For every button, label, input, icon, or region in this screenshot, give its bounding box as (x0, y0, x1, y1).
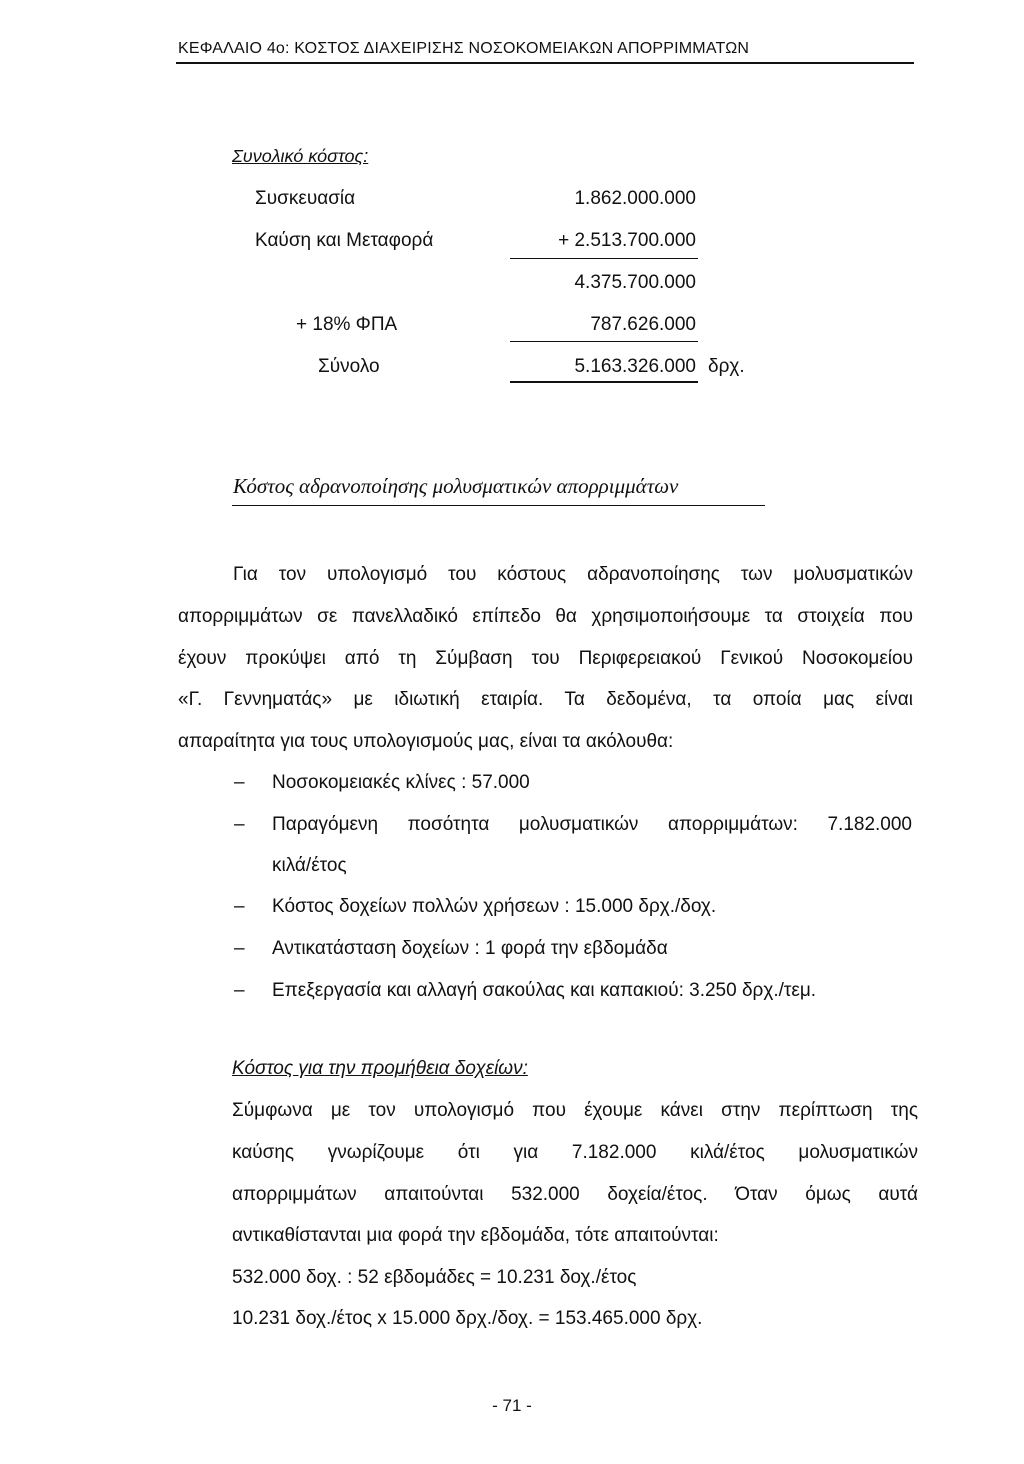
row-value-packaging: 1.862.000.000 (574, 188, 696, 209)
container-line-5: 532.000 δοχ. : 52 εβδομάδες = 10.231 δοχ./έτος (232, 1267, 637, 1288)
list-item-quantity-unit: κιλά/έτος (272, 855, 347, 876)
row-label-packaging: Συσκευασία (255, 188, 356, 209)
container-line-4: αντικαθίστανται μια φορά την εβδομάδα, τότε απαιτούνται: (232, 1225, 719, 1246)
intro-line-2: απορριμμάτων σε πανελλαδικό επίπεδο θα χρησιμοποιήσουμε τα στοιχεία που (178, 606, 913, 627)
row-label-vat: + 18% ΦΠΑ (296, 314, 398, 335)
row-unit-total: δρχ. (708, 356, 745, 377)
row-label-incineration: Καύση και Μεταφορά (255, 230, 434, 251)
container-line-3: απορριμμάτων απαιτούνται 532.000 δοχεία/έτος. Όταν όμως αυτά (232, 1184, 918, 1205)
row-value-vat: 787.626.000 (590, 314, 696, 335)
row-value-total: 5.163.326.000 (574, 356, 696, 377)
row-label-total: Σύνολο (318, 356, 380, 377)
header-rule (176, 62, 914, 64)
total-rule (510, 381, 698, 383)
list-dash: – (234, 896, 245, 917)
page-number: - 71 - (492, 1396, 532, 1415)
intro-line-5: απαραίτητα για τους υπολογισμούς μας, είναι τα ακόλουθα: (178, 731, 674, 752)
container-line-2: καύσης γνωρίζουμε ότι για 7.182.000 κιλά/έτος μολυσματικών (232, 1142, 918, 1163)
container-cost-title: Κόστος για την προμήθεια δοχείων: (232, 1058, 528, 1079)
container-line-6: 10.231 δοχ./έτος x 15.000 δρχ./δοχ. = 153.465.000 δρχ. (232, 1308, 703, 1329)
sum-rule-2 (510, 341, 698, 342)
container-line-1: Σύμφωνα με τον υπολογισμό που έχουμε κάνει στην περίπτωση της (232, 1100, 918, 1121)
list-dash: – (234, 938, 245, 959)
intro-line-3: έχουν προκύψει από τη Σύμβαση του Περιφερειακού Γενικού Νοσοκομείου (178, 648, 913, 669)
intro-line-1: Για τον υπολογισμό του κόστους αδρανοποίησης των μολυσματικών (233, 564, 913, 585)
list-dash: – (234, 980, 245, 1001)
intro-line-4: «Γ. Γεννηματάς» με ιδιωτική εταιρία. Τα δεδομένα, τα οποία μας είναι (178, 689, 913, 710)
list-item-quantity: Παραγόμενη ποσότητα μολυσματικών απορριμμάτων: 7.182.000 (272, 814, 912, 835)
row-value-incineration: + 2.513.700.000 (558, 230, 696, 251)
row-value-subtotal: 4.375.700.000 (574, 272, 696, 293)
running-header: ΚΕΦΑΛΑΙΟ 4ο: ΚΟΣΤΟΣ ΔΙΑΧΕΙΡΙΣΗΣ ΝΟΣΟΚΟΜΕΙΑΚΩΝ ΑΠΟΡΡΙΜΜΑΤΩΝ (178, 40, 750, 57)
total-cost-title: Συνολικό κόστος: (232, 146, 369, 166)
list-item-beds: Νοσοκομειακές κλίνες : 57.000 (272, 772, 530, 793)
list-dash: – (234, 814, 245, 835)
section-title: Κόστος αδρανοποίησης μολυσματικών απορριμμάτων (233, 474, 679, 498)
list-item-replacement: Αντικατάσταση δοχείων : 1 φορά την εβδομάδα (272, 938, 668, 959)
sum-rule-1 (510, 258, 698, 259)
section-title-underline (232, 505, 765, 506)
list-item-processing: Επεξεργασία και αλλαγή σακούλας και καπακιού: 3.250 δρχ./τεμ. (272, 980, 817, 1001)
list-item-container-cost: Κόστος δοχείων πολλών χρήσεων : 15.000 δρχ./δοχ. (272, 896, 717, 917)
list-dash: – (234, 772, 245, 793)
